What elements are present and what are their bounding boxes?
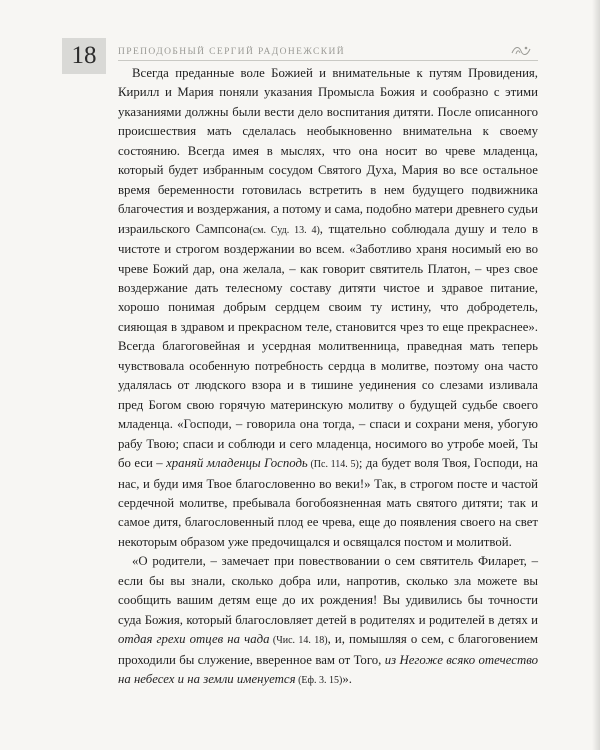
scripture-reference: (Пс. 114. 5) (307, 459, 359, 471)
scripture-quote: храняй младенцы Господь (166, 456, 308, 471)
body-text (118, 64, 538, 691)
text-run: Всегда преданные воле Божией и внимательные к путям Провидения, Кирилл и Мария поняли указания Промысла Божия и сообразно с этими указаниями должны были вести дело воспитания дитяти. После описанного происшествия мать сделалась необыкновенно внимательна к своему состоянию. Всегда имея в мыслях, что она носит во чреве младенца, который будет избранным сосудом Святого Духа, Мария во все остальное время беременности готовилась встретить в нем будущего подвижника благочестия и воздержания, а потому и сама, подобно матери древнего судьи израильского Сампсона (118, 66, 538, 236)
scripture-reference: (см. Суд. 13. 4) (249, 224, 320, 236)
page-number: 18 (62, 38, 106, 74)
scripture-quote: отдая грехи отцев на чада (118, 632, 270, 647)
scripture-quote: из Негоже всяко отечество на небесех и на земли именуется (118, 652, 539, 687)
text-run: ». (342, 672, 352, 687)
text-run: , и, помышляя о сем, с благоговением проходили бы служение, вверенное вам от Того, (118, 632, 538, 667)
header-rule (118, 60, 538, 61)
paragraph (118, 552, 538, 690)
text-run: , тщательно соблюдала душу и тело в чистоте и строгом воздержании во всем. «Заботливо храня носимый ею во чреве Божий дар, она желала, – как говорит святитель Платон, – чрез свое воздержание дать телесному составу дитяти чистое и здравое питание, хорошо понимая добрым сердцем своим ту истину, что добродетель, сияющая в здравом и прекрасном теле, становится чрез то еще прекраснее». Всегда благоговейная и усердная молитвенница, праведная мать теперь чувствовала особенную потребность сердца в молитве, поэтому она часто удалялась от людского взора и в тишине уединения со слезами изливала пред Богом свою горячую материнскую молитву о будущей судьбе своего младенца. «Господи, – говорила она тогда, – спаси и сохрани меня, убогую рабу Твою; спаси и соблюди и сего младенца, носимого во утробе моей, Ты бо еси – (118, 221, 538, 471)
text-run: «О родители, – замечает при повествовании о сем святитель Филарет, – если бы вы знали, сколько добра или, напротив, сколько зла можете вы сообщить вашим детям еще до их рождения! Вы удивились бы точности суда Божия, который благословляет детей в родителях и родителей в детях и (118, 554, 538, 627)
page-header (0, 0, 600, 69)
page-edge-shadow (592, 0, 600, 750)
text-run: ; да будет воля Твоя, Господи, на нас, и буди имя Твое благословенно во веки!» Так, в строгом посте и частой сердечной молитве, пребывала богобоязненная мать святого дитяти; так и самое дитя, благословенный плод ее чрева, еще до появления своего на свет некоторым образом уже предочищался и освящался постом и молитвой. (118, 456, 538, 549)
scripture-reference: (Еф. 3. 15) (295, 675, 343, 687)
scripture-reference: (Чис. 14. 18) (269, 635, 328, 647)
running-title: ПРЕПОДОБНЫЙ СЕРГИЙ РАДОНЕЖСКИЙ (118, 47, 345, 57)
floral-ornament-icon (510, 44, 532, 58)
paragraph (118, 64, 538, 552)
